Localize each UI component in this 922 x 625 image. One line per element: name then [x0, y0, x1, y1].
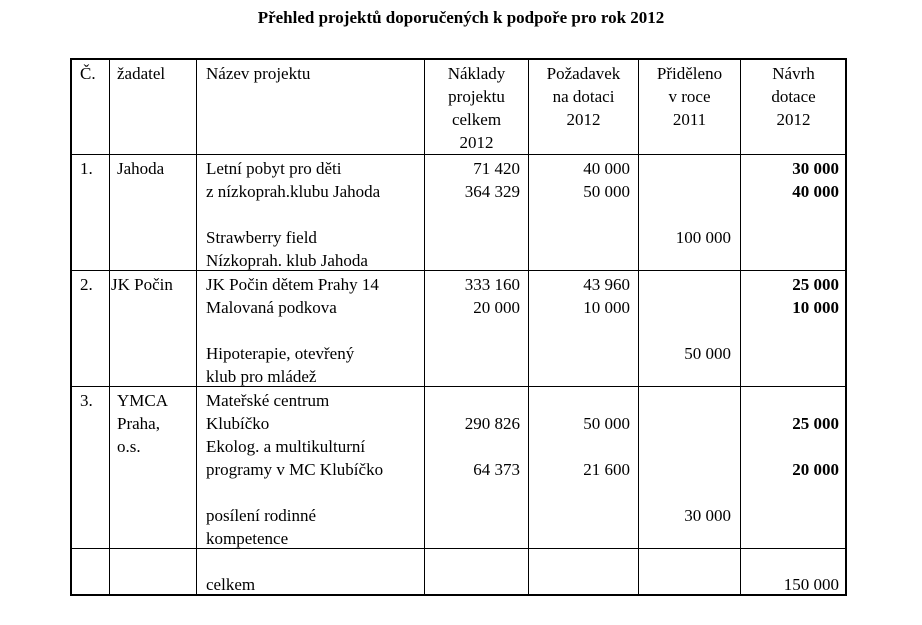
row-divider	[70, 386, 847, 387]
header-allocated-3: 2011	[672, 110, 707, 129]
project-name: z nízkoprah.klubu Jahoda	[206, 182, 381, 201]
header-applicant: žadatel	[117, 64, 166, 83]
total-label: celkem	[206, 575, 256, 594]
row-divider	[70, 270, 847, 271]
requested-value: 43 960	[583, 275, 630, 294]
column-divider	[528, 58, 529, 596]
project-name: Nízkoprah. klub Jahoda	[206, 251, 368, 270]
requested-value: 50 000	[583, 414, 630, 433]
column-divider	[740, 58, 741, 596]
header-costs-2: projektu	[448, 87, 505, 106]
proposal-value: 10 000	[792, 298, 839, 317]
header-allocated-2: v roce	[668, 87, 711, 106]
header-proposal-2: dotace	[771, 87, 816, 106]
header-costs-3: celkem	[451, 110, 502, 129]
project-name: Mateřské centrum	[206, 391, 330, 410]
project-name: posílení rodinné	[206, 506, 317, 525]
proposal-value: 30 000	[792, 159, 839, 178]
column-divider	[196, 58, 197, 596]
project-name: Klubíčko	[206, 414, 270, 433]
project-name: Letní pobyt pro děti	[206, 159, 342, 178]
cost-value: 20 000	[473, 298, 520, 317]
applicant-name: YMCA	[117, 391, 169, 410]
page-title: Přehled projektů doporučených k podpoře pro rok 2012	[257, 8, 665, 27]
header-costs-4: 2012	[459, 133, 494, 152]
project-name: Malovaná podkova	[206, 298, 337, 317]
applicant-name: Praha,	[117, 414, 160, 433]
project-name: klub pro mládež	[206, 367, 317, 386]
column-divider	[109, 58, 110, 596]
header-proposal-1: Návrh	[772, 64, 815, 83]
requested-value: 50 000	[583, 182, 630, 201]
allocated-value: 30 000	[684, 506, 731, 525]
cost-value: 364 329	[464, 182, 520, 201]
project-name: Hipoterapie, otevřený	[206, 344, 355, 363]
cost-value: 71 420	[473, 159, 520, 178]
cost-value: 290 826	[464, 414, 520, 433]
applicant-name: o.s.	[117, 437, 141, 456]
cost-value: 64 373	[473, 460, 520, 479]
project-name: JK Počin dětem Prahy 14	[206, 275, 379, 294]
allocated-value: 100 000	[675, 228, 731, 247]
proposal-value: 25 000	[792, 414, 839, 433]
header-requested-1: Požadavek	[546, 64, 621, 83]
row-number: 3.	[80, 391, 93, 410]
project-name: Ekolog. a multikulturní	[206, 437, 366, 456]
project-name: programy v MC Klubíčko	[206, 460, 384, 479]
allocated-value: 50 000	[684, 344, 731, 363]
header-allocated-1: Přiděleno	[656, 64, 723, 83]
requested-value: 21 600	[583, 460, 630, 479]
total-value: 150 000	[783, 575, 839, 594]
row-number: 1.	[80, 159, 93, 178]
project-name: kompetence	[206, 529, 289, 548]
header-project-name: Název projektu	[206, 64, 311, 83]
row-number: 2.	[80, 275, 93, 294]
proposal-value: 40 000	[792, 182, 839, 201]
project-name: Strawberry field	[206, 228, 317, 247]
applicant-name: JK Počin	[111, 275, 173, 294]
header-proposal-3: 2012	[776, 110, 811, 129]
header-requested-3: 2012	[566, 110, 601, 129]
cost-value: 333 160	[464, 275, 520, 294]
requested-value: 10 000	[583, 298, 630, 317]
header-costs-1: Náklady	[447, 64, 506, 83]
header-number: Č.	[80, 64, 96, 83]
row-divider	[70, 548, 847, 549]
requested-value: 40 000	[583, 159, 630, 178]
applicant-name: Jahoda	[117, 159, 165, 178]
proposal-value: 25 000	[792, 275, 839, 294]
proposal-value: 20 000	[792, 460, 839, 479]
header-requested-2: na dotaci	[552, 87, 615, 106]
row-divider	[70, 154, 847, 155]
